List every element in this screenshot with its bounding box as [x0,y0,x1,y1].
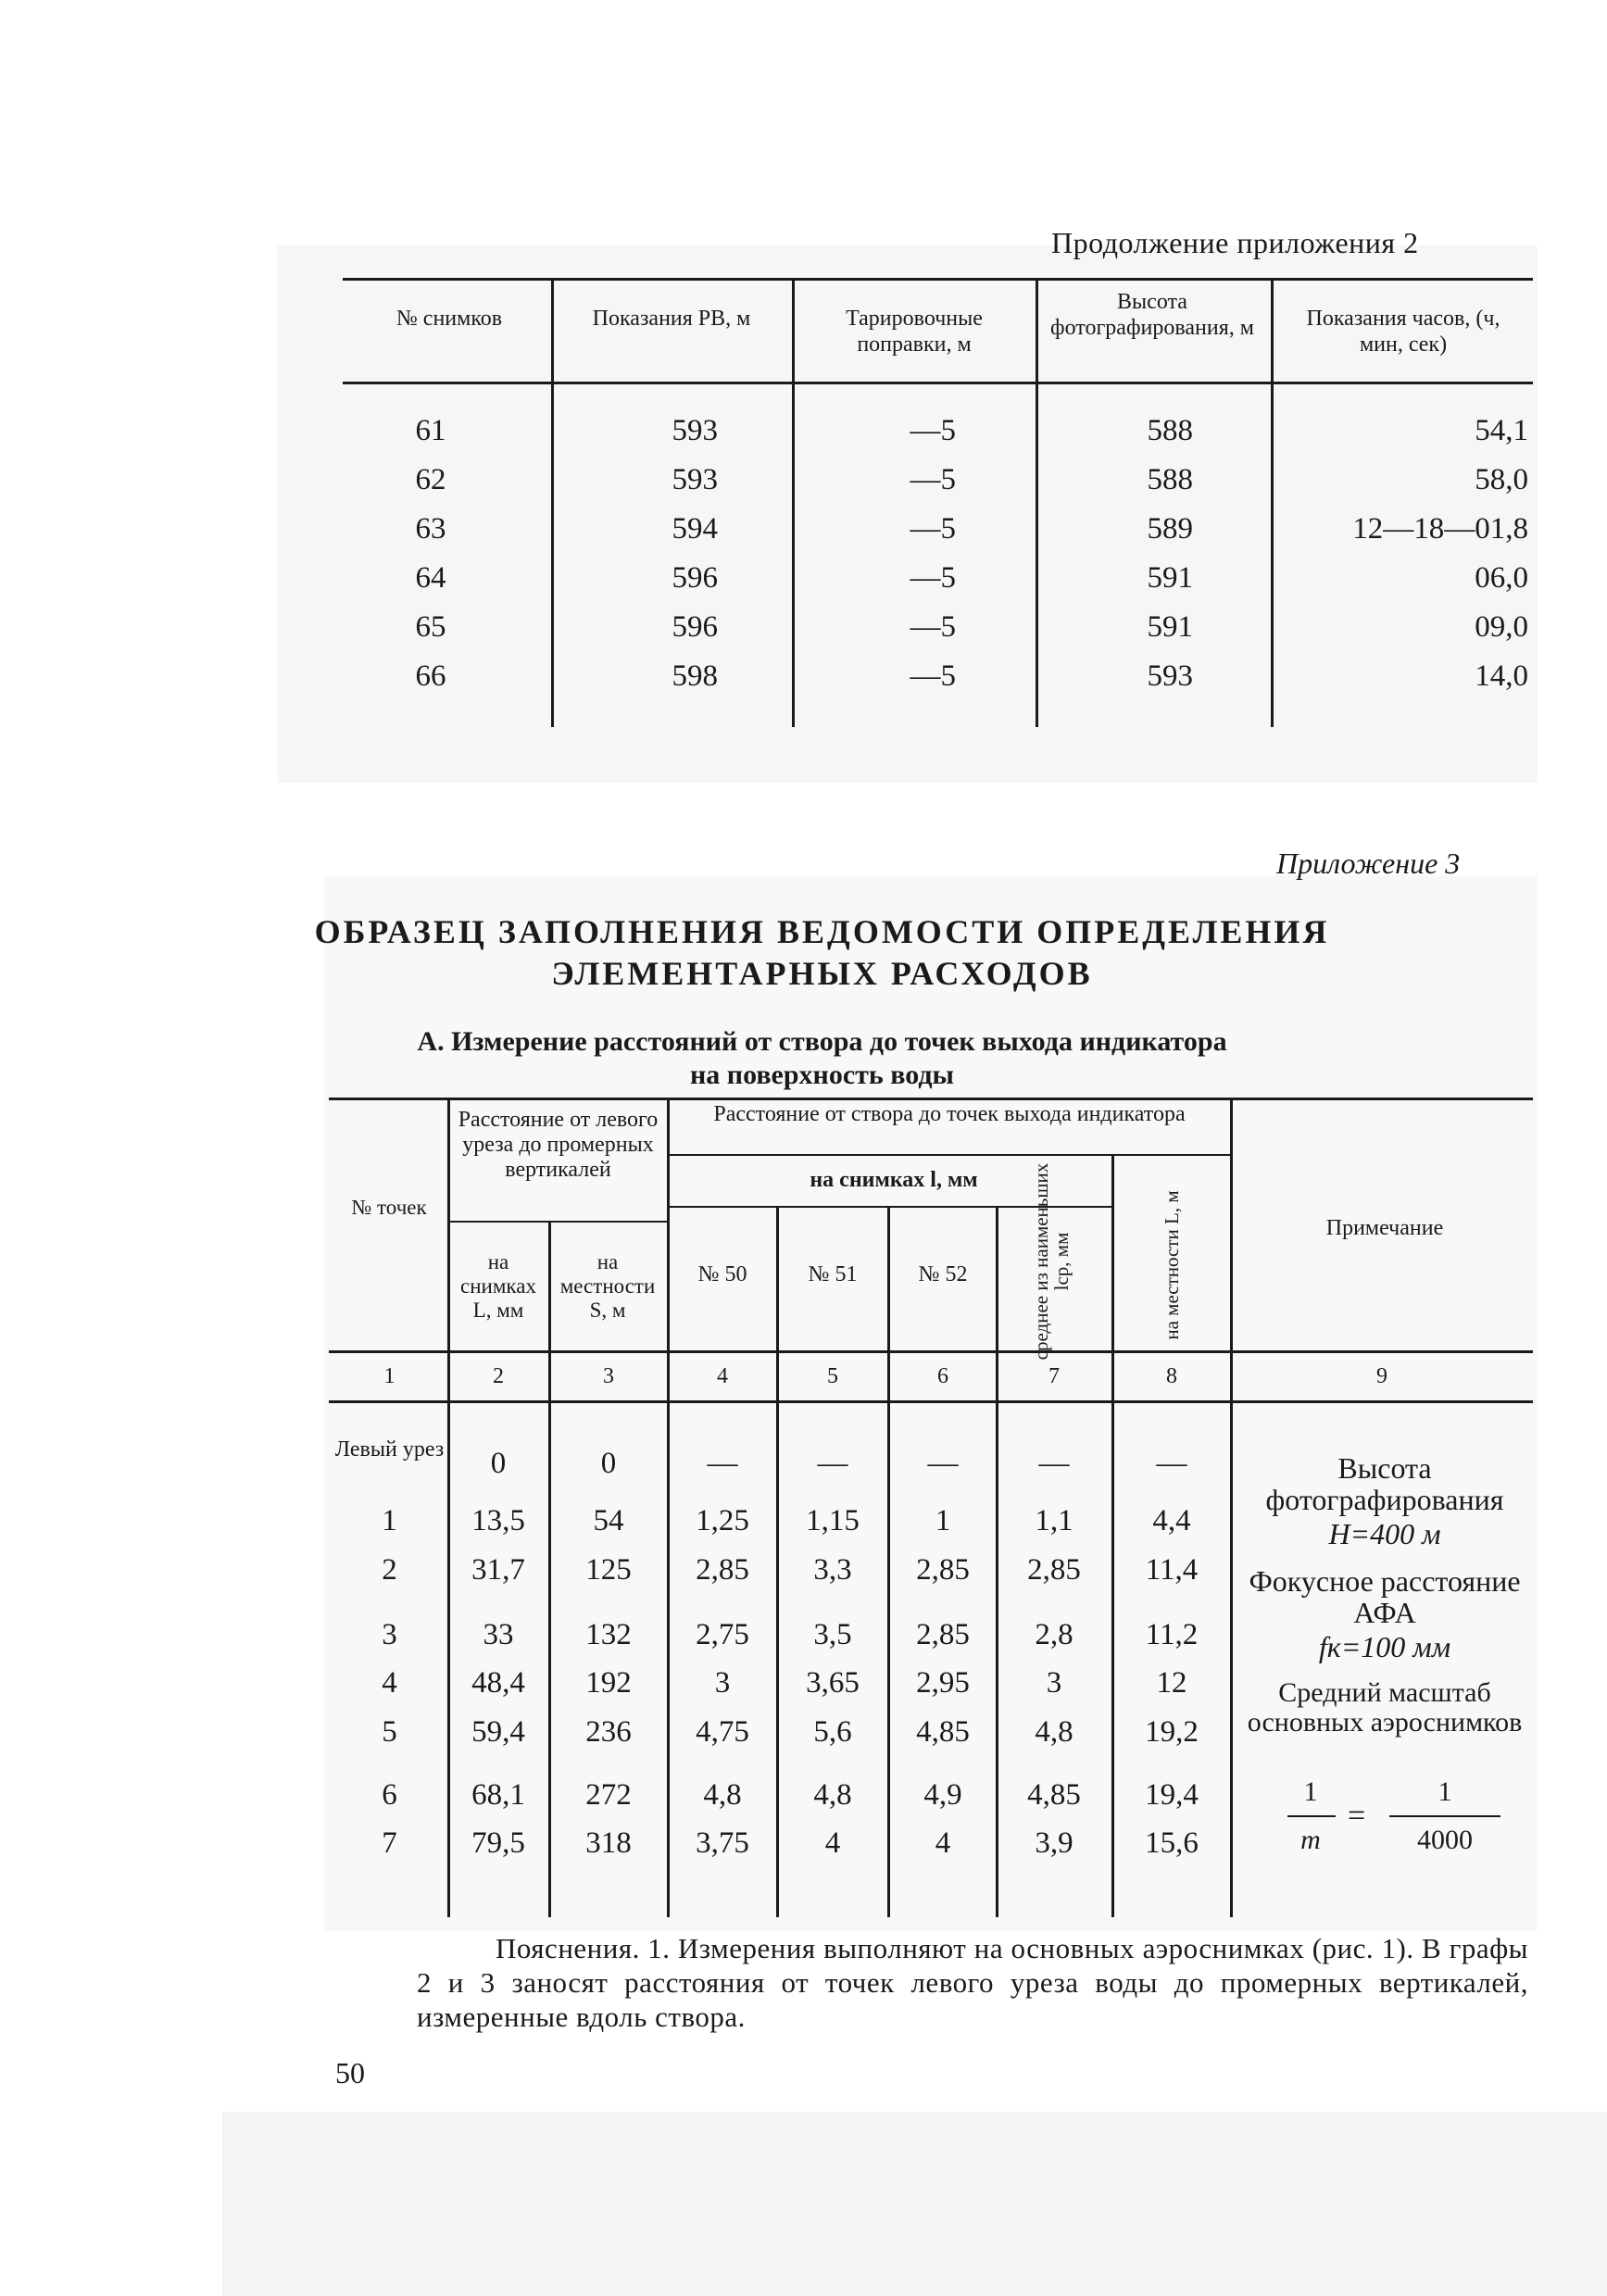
table2-column-number: 9 [1376,1364,1387,1388]
table2-cell: 1,15 [806,1504,860,1537]
table2-col-divider [887,1208,890,1917]
table1-cell: 54,1 [1475,414,1528,447]
table2-cell: 2,8 [1035,1618,1073,1651]
table1-row-number: 63 [415,512,446,546]
table1-cell: —5 [910,659,956,693]
table2-cell: 48,4 [471,1666,525,1700]
table1-col-divider [551,278,554,727]
table2-point-label: 2 [382,1553,397,1587]
table2-cell: 31,7 [471,1553,525,1587]
table1-cell: —5 [910,463,956,496]
table1-cell: 589 [1147,512,1193,546]
table2-header-n52: № 52 [918,1262,968,1286]
table2-cell: 2,85 [916,1618,970,1651]
table2-cell: — [817,1447,848,1480]
table2-cell: 4,85 [916,1715,970,1749]
table2-header-points: № точек [351,1196,427,1219]
table1-header-correction: Тарировочные поправки, м [846,307,983,357]
table1-cell: —5 [910,414,956,447]
table2-header-n51: № 51 [808,1262,858,1286]
table1-cell: 09,0 [1475,610,1528,644]
table2-cell: 125 [585,1553,632,1587]
table2-col-divider [776,1208,779,1917]
table2-point-label: 1 [382,1504,397,1537]
table2-col-divider [1111,1156,1114,1917]
table2-cell: 4,4 [1152,1504,1191,1537]
table1-cell: 14,0 [1475,659,1528,693]
table1-cell: —5 [910,610,956,644]
table2-cell: 2,95 [916,1666,970,1700]
scale-equals: = [1348,1799,1366,1833]
table2-cell: 1,1 [1035,1504,1073,1537]
table2-cell: — [927,1447,959,1480]
table1-cell: —5 [910,561,956,595]
table2-cell: 4 [824,1826,841,1860]
table1-cell: 12—18—01,8 [1352,512,1528,546]
page-number: 50 [335,2056,365,2089]
scale-right-fraction-bar [1389,1815,1500,1817]
table2-column-number: 6 [937,1364,948,1388]
table2-cell: 4,8 [813,1778,852,1812]
table2-header-right-group: Расстояние от створа до точек выхода индикатора [713,1102,1186,1126]
scale-right-numerator: 1 [1438,1776,1452,1807]
table2-cell: 11,2 [1145,1618,1199,1651]
table1-top-rule [343,278,1533,281]
scan-shade [222,2112,1607,2296]
table2-cell: 79,5 [471,1826,525,1860]
table2-cell: 33 [483,1618,514,1651]
table2-cell: 13,5 [471,1504,525,1537]
table2-column-number: 5 [827,1364,838,1388]
table1-cell: 588 [1147,463,1193,496]
scale-left-denominator: m [1300,1825,1321,1855]
table2-cell: 11,4 [1145,1553,1199,1587]
table2-header-on-site: на местности S, м [559,1250,656,1322]
table1-cell: 588 [1147,414,1193,447]
table2-cell: 3,75 [696,1826,749,1860]
table1-col-divider [792,278,795,727]
table2-left-group-rule [449,1221,668,1223]
table2-cell: 3,65 [806,1666,860,1700]
table2-cell: 59,4 [471,1715,525,1749]
scale-left-numerator: 1 [1303,1776,1318,1807]
table1-row-number: 65 [415,610,446,644]
table2-col-divider [1230,1098,1233,1917]
table2-cell: 0 [490,1447,507,1480]
table2-point-label: 6 [382,1778,397,1812]
table2-cell: 132 [585,1618,632,1651]
table1-cell: 58,0 [1475,463,1528,496]
table1-cell: 596 [672,561,718,595]
table2-cell: 2,85 [916,1553,970,1587]
table1-row-number: 66 [415,659,446,693]
note-scale-label: Средний масштаб основных аэроснимков [1247,1677,1523,1738]
table1-row-number: 64 [415,561,446,595]
table2-column-number: 4 [717,1364,728,1388]
continuation-title: Продолжение приложения 2 [1051,226,1419,259]
table2-cell: 54 [593,1504,624,1537]
table2-cell: 15,6 [1145,1826,1199,1860]
table2-cell: 2,85 [696,1553,749,1587]
table2-cell: 4,85 [1027,1778,1081,1812]
table2-cell: 272 [585,1778,632,1812]
table2-header-note: Примечание [1325,1216,1444,1240]
table2-cell: 12 [1156,1666,1187,1700]
table2-cell: 3 [1046,1666,1062,1700]
table1-cell: 593 [1147,659,1193,693]
table2-header-photos-group: на снимках l, мм [810,1168,978,1192]
table2-cell: 3 [714,1666,731,1700]
table1-cell: 593 [672,463,718,496]
table1-cell: 596 [672,610,718,644]
table1-cell: 593 [672,414,718,447]
table2-cell: 3,3 [813,1553,852,1587]
table2-col-divider [667,1098,670,1917]
table2-cell: 4,9 [923,1778,962,1812]
table2-column-number: 3 [603,1364,614,1388]
main-title-line2: ЭЛЕМЕНТАРНЫХ РАСХОДОВ [551,955,1093,992]
table2-cell: — [1156,1447,1187,1480]
table2-column-number: 7 [1048,1364,1060,1388]
table2-cell: 2,75 [696,1618,749,1651]
table2-top-rule [329,1098,1533,1100]
note-height-value: H=400 м [1328,1517,1441,1550]
table2-cell: 5,6 [813,1715,852,1749]
table1-header-number: № снимков [395,307,503,331]
table1-col-divider [1036,278,1038,727]
table2-cell: 1 [935,1504,951,1537]
note-height-label: Высота фотографирования [1265,1451,1504,1516]
table2-cell: 236 [585,1715,632,1749]
table2-cell: — [1038,1447,1070,1480]
explanation-text: Пояснения. 1. Измерения выполняют на основных аэроснимках (рис. 1). В графы 2 и 3 заносят расстояния от точек левого уреза воды до промерных вертикалей, измеренные вдоль створа. [417,1932,1528,2033]
table2-point-label: 4 [382,1666,397,1700]
table2-point-label: 3 [382,1618,397,1651]
table1-col-divider [1271,278,1274,727]
table1-cell: 06,0 [1475,561,1528,595]
table1-header-rv: Показания РВ, м [592,307,751,331]
table2-cell: 4,8 [703,1778,742,1812]
note-focal-value: fк=100 мм [1318,1630,1451,1663]
scale-right-denominator: 4000 [1417,1825,1473,1855]
table2-header-left-group: Расстояние от левого уреза до промерных вертикалей [458,1108,659,1182]
table2-cell: 2,85 [1027,1553,1081,1587]
table2-header-on-photos: на снимках L, мм [460,1250,536,1322]
table2-cell: 4,8 [1035,1715,1073,1749]
main-title-line1: ОБРАЗЕЦ ЗАПОЛНЕНИЯ ВЕДОМОСТИ ОПРЕДЕЛЕНИЯ [314,913,1330,950]
table1-header-rule [343,382,1533,384]
table2-right-group-rule [669,1154,1232,1156]
table2-header-rule [329,1350,1533,1353]
table1-row-number: 61 [415,414,446,447]
table2-colnum-rule [329,1400,1533,1403]
table2-header-on-site-L: на местности L, м [1161,1190,1183,1340]
table2-point-label: Левый урез [334,1437,445,1462]
table1-cell: 594 [672,512,718,546]
table2-cell: 318 [585,1826,632,1860]
subtitle-line2: на поверхность воды [690,1060,954,1090]
table1-header-clock: Показания часов, (ч, мин, сек) [1306,307,1500,357]
note-focal-label: Фокусное расстояние АФА [1249,1564,1521,1629]
table2-cell: 68,1 [471,1778,525,1812]
table2-point-label: 7 [382,1826,397,1860]
table1-cell: —5 [910,512,956,546]
table2-cell: 0 [600,1447,617,1480]
table2-column-number: 1 [383,1364,395,1388]
table2-header-mean: среднее из наименьших lср, мм [1030,1162,1073,1361]
table2-cell: 3,5 [813,1618,852,1651]
scale-left-fraction-bar [1287,1815,1336,1817]
table2-cell: 4,75 [696,1715,749,1749]
table2-cell: — [707,1447,738,1480]
table2-cell: 1,25 [696,1504,749,1537]
table1-cell: 591 [1147,610,1193,644]
table2-cell: 3,9 [1035,1826,1073,1860]
table1-header-height: Высота фотографирования, м [1050,290,1254,340]
table1-cell: 598 [672,659,718,693]
table2-point-label: 5 [382,1715,397,1749]
table2-column-number: 2 [493,1364,504,1388]
table2-cell: 19,2 [1145,1715,1199,1749]
table1-row-number: 62 [415,463,446,496]
table2-column-number: 8 [1166,1364,1177,1388]
table2-cell: 192 [585,1666,632,1700]
table2-header-n50: № 50 [697,1262,747,1286]
subtitle-line1: А. Измерение расстояний от створа до точек выхода индикатора [417,1026,1227,1057]
table2-cell: 4 [935,1826,951,1860]
table2-col-divider [548,1223,551,1917]
appendix-label: Приложение 3 [1276,847,1461,880]
table2-cell: 19,4 [1145,1778,1199,1812]
table1-cell: 591 [1147,561,1193,595]
